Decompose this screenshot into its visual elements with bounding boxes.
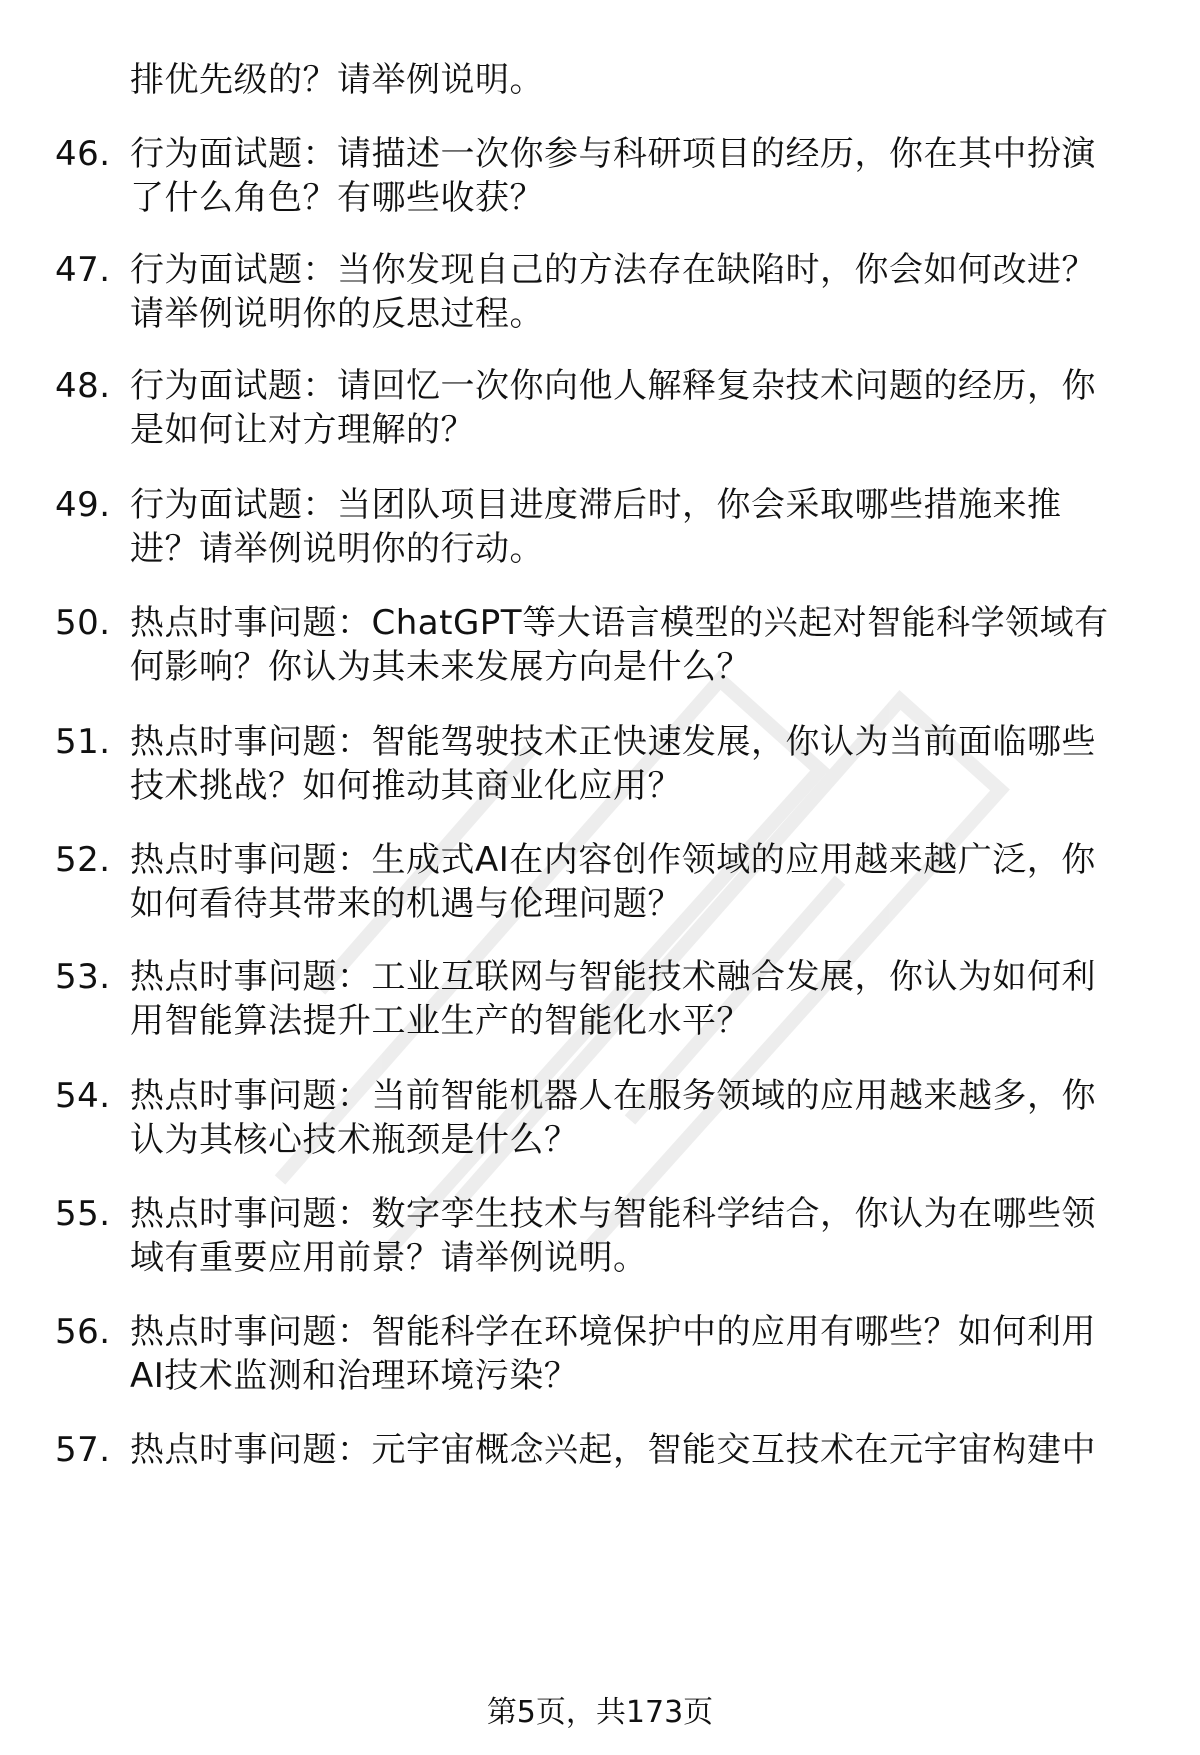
item-number: 51. (55, 722, 111, 762)
item-text: 域有重要应用前景？请举例说明。 (130, 1238, 648, 1278)
item-text: 了什么角色？有哪些收获？ (130, 178, 544, 218)
item-number: 57. (55, 1430, 111, 1470)
item-text: 排优先级的？请举例说明。 (130, 60, 544, 100)
item-number: 48. (55, 366, 111, 406)
item-number: 46. (55, 134, 111, 174)
item-number: 49. (55, 485, 111, 525)
item-number: 47. (55, 250, 111, 290)
item-text: 行为面试题：当你发现自己的方法存在缺陷时，你会如何改进？ (130, 250, 1096, 290)
item-text: 是如何让对方理解的？ (130, 410, 475, 450)
item-text: 用智能算法提升工业生产的智能化水平？ (130, 1001, 751, 1041)
item-text: 行为面试题：请描述一次你参与科研项目的经历，你在其中扮演 (130, 134, 1096, 174)
item-text: 热点时事问题：数字孪生技术与智能科学结合，你认为在哪些领 (130, 1194, 1096, 1234)
item-text: AI技术监测和治理环境污染？ (130, 1356, 579, 1396)
item-text: 热点时事问题：智能驾驶技术正快速发展，你认为当前面临哪些 (130, 722, 1096, 762)
item-text: 行为面试题：当团队项目进度滞后时，你会采取哪些措施来推 (130, 485, 1062, 525)
item-number: 56. (55, 1312, 111, 1352)
item-text: 认为其核心技术瓶颈是什么？ (130, 1120, 579, 1160)
item-text: 热点时事问题：智能科学在环境保护中的应用有哪些？如何利用 (130, 1312, 1096, 1352)
item-text: 如何看待其带来的机遇与伦理问题？ (130, 884, 682, 924)
item-text: 热点时事问题：工业互联网与智能技术融合发展，你认为如何利 (130, 957, 1096, 997)
item-text: 技术挑战？如何推动其商业化应用？ (130, 766, 682, 806)
item-number: 54. (55, 1076, 111, 1116)
item-text: 热点时事问题：生成式AI在内容创作领域的应用越来越广泛，你 (130, 840, 1096, 880)
item-text: 行为面试题：请回忆一次你向他人解释复杂技术问题的经历，你 (130, 366, 1096, 406)
item-number: 52. (55, 840, 111, 880)
page-footer: 第5页，共173页 (486, 1695, 714, 1730)
item-number: 50. (55, 603, 111, 643)
item-text: 热点时事问题：元宇宙概念兴起，智能交互技术在元宇宙构建中 (130, 1430, 1096, 1470)
item-text: 请举例说明你的反思过程。 (130, 294, 544, 334)
item-text: 进？请举例说明你的行动。 (130, 529, 544, 569)
item-text: 热点时事问题：ChatGPT等大语言模型的兴起对智能科学领域有 (130, 603, 1109, 643)
item-text: 何影响？你认为其未来发展方向是什么？ (130, 647, 751, 687)
item-text: 热点时事问题：当前智能机器人在服务领域的应用越来越多，你 (130, 1076, 1096, 1116)
item-number: 55. (55, 1194, 111, 1234)
item-number: 53. (55, 957, 111, 997)
